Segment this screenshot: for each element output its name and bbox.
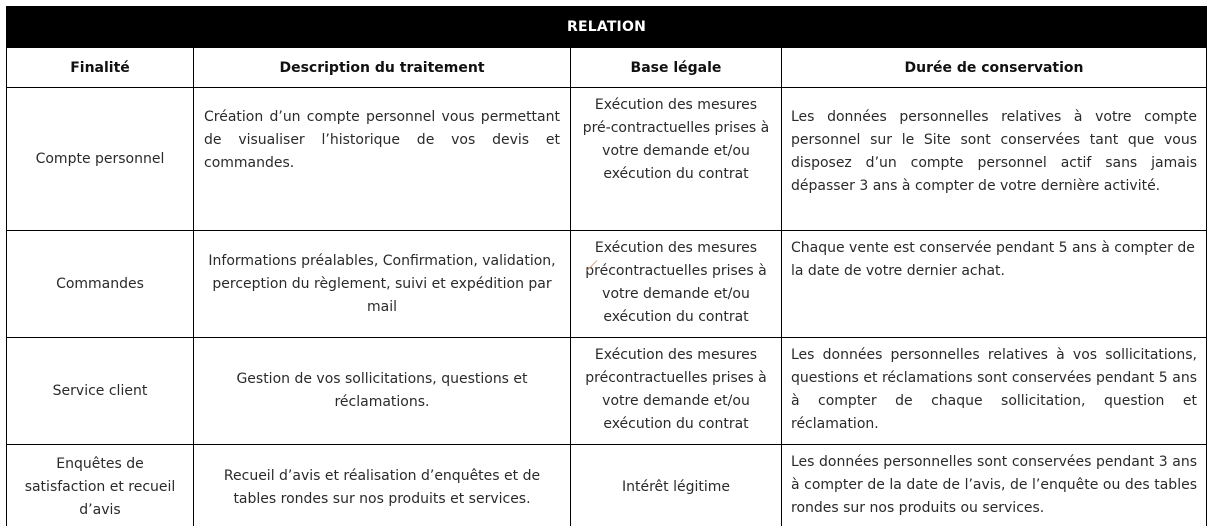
cell-base-legale: Exécution des mesures pré-contractuelles prises à votre demande et/ou exécution du contrat [571,88,782,231]
relation-table [6,6,1207,526]
table-title-row [7,7,1207,48]
table-row [7,338,1207,445]
cell-finalite: Enquêtes de satisfaction et recueil d’avis [7,445,194,526]
table-header-row [7,48,1207,88]
cell-description: Recueil d’avis et réalisation d’enquêtes et de tables rondes sur nos produits et services. [194,445,571,526]
cell-finalite: Commandes [7,231,194,338]
cell-base-legale-text: Exécution des mesures précontractuelles prises à votre demande et/ou exécution du contrat [585,240,767,325]
column-header-base-legale: Base légale [571,48,782,88]
column-header-finalite: Finalité [7,48,194,88]
table-row [7,445,1207,526]
relation-table-container [6,6,1206,526]
cell-base-legale: Exécution des mesures précontractuelles prises à votre demande et/ou exécution du contrat [571,338,782,445]
column-header-description: Description du traitement [194,48,571,88]
table-row [7,88,1207,231]
table-row [7,231,1207,338]
cell-finalite: Compte personnel [7,88,194,231]
column-header-duree: Durée de conservation [782,48,1207,88]
cell-description: Création d’un compte personnel vous permettant de visualiser l’historique de vos devis et commandes. [194,88,571,231]
cell-base-legale [571,231,782,338]
cell-duree: Les données personnelles sont conservées pendant 3 ans à compter de la date de l’avis, de l’enquête ou des tables rondes sur nos produits ou services. [782,445,1207,526]
table-title: RELATION [7,7,1207,48]
cell-finalite: Service client [7,338,194,445]
cell-description: Informations préalables, Confirmation, validation, perception du règlement, suivi et expédition par mail [194,231,571,338]
cell-base-legale: Intérêt légitime [571,445,782,526]
cell-duree: Chaque vente est conservée pendant 5 ans à compter de la date de votre dernier achat. [782,231,1207,338]
cell-description: Gestion de vos sollicitations, questions et réclamations. [194,338,571,445]
cell-duree: Les données personnelles relatives à votre compte personnel sur le Site sont conservées tant que vous disposez d’un compte personnel actif sans jamais dépasser 3 ans à compter de votre dernière activité. [782,88,1207,231]
cell-duree: Les données personnelles relatives à vos sollicitations, questions et réclamations sont conservées pendant 5 ans à compter de chaque sollicitation, question et réclamation. [782,338,1207,445]
